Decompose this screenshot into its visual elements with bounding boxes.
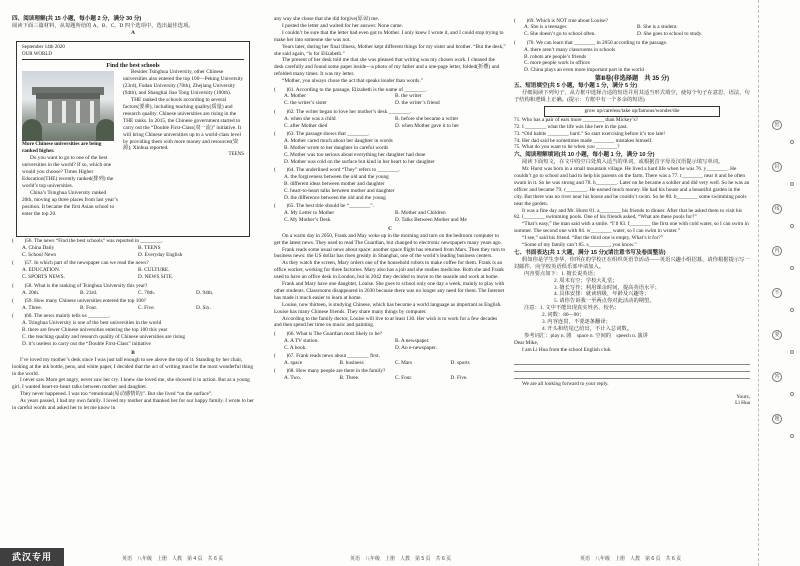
passage-b-para-3: They never happened. I was too “emotional(易动感情的)”. But she lived “on the surface”. bbox=[20, 391, 213, 398]
clipping-body bbox=[22, 69, 244, 217]
footer-page-5: 英语 八年级 上册 人教 第 5 页 共 6 页 bbox=[350, 556, 452, 562]
answer-option[interactable]: A. Two. bbox=[284, 375, 302, 382]
section-6-heading: 六、阅读理解填词(共 10 小题，每小题 1 分，满分 10 分) bbox=[514, 152, 655, 159]
point-5: 5. 请你告诉我一至两点你对此活动的期望。 bbox=[554, 298, 655, 305]
passage-c-para-2: Frank reads some usual news about space: another space flight has returned from Mars. Then they turn to business news: the US dollar has risen greatly in Shanghai, one of the world’s leading business centers. bbox=[274, 246, 506, 260]
clipping-header bbox=[22, 45, 244, 52]
question bbox=[274, 353, 506, 367]
answer-option[interactable]: A. A TV station. bbox=[284, 337, 319, 344]
answer-option[interactable]: A. Three. bbox=[22, 304, 43, 311]
region-label: 武汉专用 bbox=[0, 548, 64, 566]
question bbox=[274, 368, 506, 382]
passage-b-para-4: As years passed, I had my own family. I loved my mother and thanked her for our happy family. I wrote to her in careful words and asked her to let me know in bbox=[12, 398, 254, 412]
writing-area[interactable] bbox=[514, 358, 750, 379]
question-stem: ( )67. Frank reads news about ________ first. bbox=[274, 353, 380, 360]
letter-greeting: Dear Mike, bbox=[514, 339, 539, 346]
binding-margin bbox=[758, 0, 800, 566]
section-6-para-5: “Some of my family can’t 85. s________, you know.” bbox=[522, 242, 637, 249]
note-2: 2. 词数：80—90； bbox=[542, 312, 585, 319]
answer-option[interactable]: A. My Letter to Mother bbox=[284, 209, 335, 216]
passage-b-cont-4: Years later, during her final illness, Mother kept different things for my sister and brother. “But the desk,” she said again, “is for Elizabeth.” bbox=[274, 43, 506, 57]
answer-option[interactable]: D. it’s useless to carry out the “Double First-Class” initiative bbox=[22, 340, 151, 347]
binding-mark: 不 bbox=[772, 288, 782, 298]
passage-c-questions-cont bbox=[514, 18, 750, 75]
binding-dot bbox=[790, 308, 794, 312]
footer-page-4: 英语 八年级 上册 人教 第 4 页 共 6 页 bbox=[122, 556, 224, 562]
answer-option[interactable]: A. when she was a child bbox=[284, 115, 336, 122]
question-stem: ( )62. The writer began to love her mother’s desk ________. bbox=[274, 108, 412, 115]
answer-option[interactable]: D. Five. bbox=[450, 375, 468, 382]
clipping-section: OUR WORLD bbox=[22, 52, 244, 60]
binding-mark: 线 bbox=[772, 204, 782, 214]
point-1: 内容要点如下：1. 擅长说英语； bbox=[524, 270, 599, 277]
binding-mark: 题 bbox=[772, 414, 782, 424]
question-stem: ( )61. According to the passage, Elizabeth is the name of ________. bbox=[274, 86, 427, 93]
fill-71[interactable]: 71. Who has a pair of ears more ________ than Mickey’s? bbox=[514, 116, 638, 123]
note-4: 4. 开头和结尾已给出，不计入总词数。 bbox=[542, 325, 633, 332]
note-1: 注意：1. 文中不能出现真实姓名、校名； bbox=[524, 305, 620, 312]
answer-option[interactable]: B. Four. bbox=[80, 304, 98, 311]
answer-option[interactable]: B. there are fewer Chinese universities entering the top 100 this year bbox=[22, 327, 168, 334]
question-stem: ( )56. The news “Find the best schools” was reported in ________. bbox=[12, 238, 163, 245]
section-6-instructions: 阅读下面短文，在文中的空白处填入适当的单词，或根据首字母及汉语提示填写单词。 bbox=[522, 159, 724, 166]
question-stem: ( )57. In which part of the newspaper can we read the news? bbox=[12, 260, 149, 267]
question-stem: ( )69. Which is NOT true about Louise? bbox=[514, 17, 608, 24]
answer-option[interactable]: A. 20th. bbox=[22, 289, 40, 296]
photo-caption: More Chinese universities are being ranked higher. bbox=[22, 141, 102, 155]
question bbox=[274, 131, 506, 166]
question-stem: ( )70. We can learn that ________ in 2050 according to the passage. bbox=[514, 39, 668, 46]
answer-option[interactable]: D. China plays an even more important part in the world bbox=[524, 67, 644, 74]
section-6-para-2: It was a fine day and Mr. Hurst 81. a________ his friends to dinner. After that he asked them to visit his 82. l________ swimming pools. One of his friends asked, “What are these pools for?” bbox=[514, 207, 743, 221]
question bbox=[12, 283, 254, 297]
answer-option[interactable]: B. robots are people’s friends bbox=[524, 53, 587, 60]
answer-option[interactable]: B. the writer bbox=[395, 93, 422, 100]
answer-option[interactable]: D. She goes to school to study. bbox=[637, 31, 703, 38]
question bbox=[274, 167, 506, 202]
question bbox=[12, 238, 254, 259]
answer-option[interactable]: A. Mother bbox=[284, 93, 307, 100]
question-stem: ( )66. What is The Guardian most likely to be? bbox=[274, 330, 382, 337]
point-2: 2. 周末有空；学校大礼堂； bbox=[554, 277, 618, 284]
question bbox=[514, 18, 750, 39]
answer-option[interactable]: A. China Daily bbox=[22, 245, 55, 252]
question bbox=[12, 298, 254, 312]
section-4-instructions: 阅读下面三篇材料，从每题所给的 A、B、C、D 四个选项中，选出最佳选项。 bbox=[12, 22, 194, 29]
binding-dot bbox=[790, 350, 794, 354]
binding-dot bbox=[790, 224, 794, 228]
university-photo bbox=[22, 71, 114, 141]
answer-option[interactable]: C. Mother was too serious about everything her daughter had done bbox=[284, 151, 426, 158]
answer-option[interactable]: D. the difference between the old and the young bbox=[284, 194, 386, 201]
binding-dot bbox=[790, 266, 794, 270]
answer-option[interactable]: B. 23rd. bbox=[80, 289, 98, 296]
answer-option[interactable]: D. 94th. bbox=[196, 289, 214, 296]
question bbox=[514, 40, 750, 75]
answer-option[interactable]: A. space bbox=[284, 360, 303, 366]
answer-option[interactable]: B. TEENS bbox=[138, 245, 161, 252]
page-footer bbox=[0, 548, 800, 566]
answer-option[interactable]: D. NEWS SITE. bbox=[138, 274, 174, 281]
passage-c-para-3: As they watch the screen, Mary orders one of the household robots to make coffee for them. Frank is an office worker, working for three factories. Mary also has a job and she studies medicine. Both she and Frank used to have an office desk in London, but in 2042 they decided to move to the seaside and work at home. bbox=[274, 260, 504, 281]
column-page-6 bbox=[514, 16, 750, 407]
answer-option[interactable]: C. more people work in offices bbox=[524, 60, 590, 67]
answer-option[interactable]: B. business bbox=[339, 360, 364, 366]
passage-c-para-4: Frank and Mary have one daughter, Louise. She goes to school only one day a week, mainly to play with other students. Classrooms disappeared in 2030 because there was no longer any need for them. The Internet has made it much easier to learn at home. bbox=[274, 281, 505, 301]
question bbox=[274, 203, 506, 224]
phrase-box: grow up/careless/take up/famous/wonder/die bbox=[544, 106, 720, 117]
answer-option[interactable]: C. My Mother’s Desk bbox=[284, 216, 331, 223]
answer-option[interactable]: A. the forgiveness between the old and the young bbox=[284, 173, 389, 180]
answer-option[interactable]: C. She doesn’t go to school often. bbox=[524, 31, 596, 38]
answer-option[interactable]: B. Mother and Children bbox=[395, 209, 446, 216]
section-7-heading: 七、书面表达(共 1 大题，满分 15 分)(请注意书写及卷面整洁) bbox=[514, 250, 666, 256]
passage-b-cont-2: I posted the letter and waited for her answer. None came. bbox=[282, 22, 403, 29]
clipping-left-col bbox=[22, 69, 118, 217]
passage-a-questions bbox=[12, 238, 254, 348]
section-7-notes bbox=[514, 305, 750, 340]
clipping-right-para-2: THE ranked the schools according to several factors(要素), including teaching quality(质量) and research quality. Chinese universities are rising in the THE ranks. In 2015, the Chinese government started to carry out the “Double First-Class(双一流)” initiative. It will bring Chinese universities up to a world-class level by providing them with more money and resources(资源), Xinhua reported. bbox=[123, 97, 242, 152]
answer-option[interactable]: D. sports bbox=[450, 360, 470, 366]
vocab-reference: 参考词汇：play n. 剧 space n. 空间的 speech n. 演讲 bbox=[524, 332, 649, 339]
answer-option[interactable]: C. School News bbox=[22, 252, 57, 259]
passage-c-label: C bbox=[388, 225, 392, 232]
answer-option[interactable]: D. Talks Between Mother and Me bbox=[395, 216, 467, 223]
answer-option[interactable]: C. the teaching quality and research quality of Chinese universities are rising bbox=[22, 334, 185, 340]
clipping-title: Find the best schools bbox=[106, 62, 160, 69]
clipping-left-para-1: Do you want to go to one of the best universities in the world? If so, which one would you choose? Times Higher Education(THE) recently ranked(排列) the world’s top universities. bbox=[22, 155, 114, 189]
answer-option[interactable]: C. heart-to-heart talks between mother and daughter bbox=[284, 187, 395, 194]
question bbox=[274, 109, 506, 130]
section-7-instructions: 假如你是学生李华，你所在的学校正在组织英语节活动——英语兴趣小组招募，请你根据提示写一封邮件，向学校英语俱乐部申请加入。 bbox=[514, 256, 750, 270]
passage-a-label: A bbox=[131, 29, 135, 36]
answer-option[interactable]: A. Mother cared much about her daughter in words bbox=[284, 137, 393, 144]
question bbox=[12, 260, 254, 281]
clipping-right-col bbox=[123, 69, 244, 217]
section-6-para-4: “I see,” said his friend. “But the third one is empty. What’s it for?” bbox=[522, 235, 664, 242]
passage-b-cont-5: The present of her desk told me that she was pleased that writing was my chosen work. I cleaned the desk carefully and found some paper inside—a photo of my father and a one-page letter, folded(折叠) and refolded many times. It was my letter. bbox=[274, 57, 500, 78]
section-5-instructions: 仔细阅读下列句子，从方框中选择合适的短语并用其适当形式填空，使每个句子在意思、语法、句子结构和逻辑上正确。(提示：方框中有一个多余的短语) bbox=[514, 90, 750, 103]
binding-mark: 要 bbox=[772, 330, 782, 340]
passage-c-para-5: Louise, now thirteen, is studying Chinese, which has become a world language as important as English. Louise has many Chinese friends. They share many things by computer. bbox=[274, 301, 502, 315]
passage-c-para-6: According to the family doctor, Louise will live to at least 130. Her wish is to work for a few decades and then spend her time on music and painting. bbox=[274, 315, 498, 329]
question bbox=[274, 87, 506, 108]
question-stem: ( )63. The passage shows that ________. bbox=[274, 131, 370, 137]
answer-option[interactable]: C. SPORTS NEWS. bbox=[22, 274, 65, 281]
answer-option[interactable]: D. Mother was cold on the surface but kind in her heart to her daughter bbox=[284, 158, 435, 165]
clipping-date: September 14th 2020 bbox=[22, 44, 65, 50]
answer-option[interactable]: D. Everyday English bbox=[138, 252, 183, 259]
answer-option[interactable]: D. Six. bbox=[196, 304, 211, 311]
binding-mark: 答 bbox=[772, 372, 782, 382]
answer-option[interactable]: A. Tsinghua University is one of the best universities in the world bbox=[22, 320, 162, 327]
passage-b-cont-3: I couldn’t be sure that the letter had even got to Mother. I only knew I wrote it, and I could stop trying to make her into someone she was not. bbox=[274, 29, 504, 43]
question-stem: ( )65. The best title should be “________”. bbox=[274, 203, 374, 210]
question-stem: ( )59. How many Chinese universities entered the top 100? bbox=[12, 297, 147, 304]
question bbox=[12, 313, 254, 348]
passage-b-para-2: I never saw Mom get angry, never saw her cry. I knew she loved me, she showed it in action. But as a young girl, I wanted heart-to-heart talks between mother and daughter. bbox=[12, 377, 250, 391]
footer-page-6: 英语 八年级 上册 人教 第 6 页 共 6 页 bbox=[580, 556, 682, 562]
answer-option[interactable]: C. 70th. bbox=[138, 289, 155, 296]
answer-option[interactable]: D. the writer’s friend bbox=[395, 100, 440, 107]
column-page-5 bbox=[274, 16, 506, 382]
answer-option[interactable]: B. She is a student. bbox=[637, 24, 678, 31]
answer-option[interactable]: C. Four. bbox=[395, 375, 413, 382]
section-5-heading: 五、短语填空(共 5 小题，每小题 1 分，满分 5 分) bbox=[514, 83, 638, 90]
letter-yours: Yours, bbox=[736, 393, 750, 400]
question-stem: ( )58. What is the ranking of Tsinghua University this year? bbox=[12, 282, 148, 289]
passage-b-questions bbox=[274, 87, 506, 224]
answer-option[interactable]: B. CULTURE. bbox=[138, 267, 170, 274]
binding-dot bbox=[790, 182, 794, 186]
passage-b-label: B bbox=[131, 349, 135, 356]
note-3: 3. 内容连贯，不要逐条翻译； bbox=[542, 319, 611, 326]
passage-c-questions bbox=[274, 331, 506, 382]
question-stem: ( )64. The underlined word “They” refers to ________. bbox=[274, 167, 400, 174]
answer-option[interactable]: A. EDUCATION. bbox=[22, 267, 61, 274]
answer-option[interactable]: C. after Mother died bbox=[284, 122, 328, 129]
passage-b-cont-1: any way she chose that she did forgive(原谅) me. bbox=[274, 16, 380, 22]
answer-option[interactable]: D. when Mother gave it to her bbox=[395, 122, 459, 129]
fill-75[interactable]: 75. What do you want to be when you ________? bbox=[514, 144, 620, 151]
fill-74[interactable]: 74. Her dad said he sometimes made ________ mistakes himself. bbox=[514, 137, 653, 144]
letter-closing: We are all looking forward to your reply. bbox=[522, 380, 609, 387]
newspaper-clipping bbox=[16, 41, 250, 237]
question-stem: ( )68. How many people are there in the family? bbox=[274, 368, 386, 375]
answer-option[interactable]: B. A newspaper. bbox=[395, 337, 430, 344]
column-page-4 bbox=[12, 16, 254, 412]
binding-dot bbox=[790, 140, 794, 144]
binding-mark: 封 bbox=[772, 162, 782, 172]
passage-b-cont-6: “Mother, you always chose the act that speaks louder than words.” bbox=[282, 78, 423, 85]
answer-option[interactable]: A. She is a teenager. bbox=[524, 24, 568, 31]
fill-72[interactable]: 72. I ________ what the life was like here in the past. bbox=[514, 123, 628, 130]
letter-signature: Li Hua bbox=[735, 400, 750, 407]
answer-option[interactable]: B. before she became a writer bbox=[395, 115, 459, 122]
answer-option[interactable]: B. different ideas between mother and daughter bbox=[284, 180, 385, 187]
passage-b-para-1: I’ve loved my mother’s desk since I was just tall enough to see above the top of it. Standing by her chair, looking at the ink bottle, pens, and white paper, I decided that the act of writing must be the most wonderful thing in the world. bbox=[12, 356, 254, 377]
passage-c-para-1: On a warm day in 2050, Frank and May woke up in the morning and turn on the bedroom computer to get the latest news. They used to read The Guardian, but changed to electronic newspapers many years ago. bbox=[274, 232, 502, 246]
section-6-para-1: Mr. Hurst was born in a small mountain village. He lived a hard life when he was 76. y________. He couldn’t go to school and had to help his parents on the farm. There was a 77. r________ near it and he often swam in it. So he was strong and 78. h________. Later on he became a soldier and did very well. So he was an officer and became 79. r________. He earned much money. He had his house and a beautiful garden in the city. But there was no river near his house and he couldn’t swim. So he 80. b________ some swimming pools near the garden. bbox=[514, 166, 750, 207]
section-7-points bbox=[514, 271, 750, 306]
point-3: 3. 擅长写作；利用课余时间，提高英语水平； bbox=[554, 284, 660, 291]
question bbox=[274, 331, 506, 352]
binding-dot bbox=[790, 434, 794, 438]
answer-option[interactable]: C. A book. bbox=[284, 344, 307, 351]
answer-option[interactable]: C. Mars bbox=[395, 360, 413, 366]
clipping-right-para-1: Besides Tsinghua University, other Chinese universities also entered the top 100—Peking University (23rd), Fudan University (70th), Zhejiang University (94th), and Shanghai Jiao Tong University (100th). bbox=[123, 69, 244, 97]
answer-option[interactable]: B. Three. bbox=[339, 375, 360, 382]
binding-dot bbox=[790, 392, 794, 396]
answer-option[interactable]: C. Five. bbox=[138, 304, 155, 311]
answer-option[interactable]: C. the writer’s sister bbox=[284, 100, 327, 107]
section-6-para-3: “That’s easy,” the man said with a smile. “I’ll 83. f________ the first one with cold water, so I can swim in summer. The second one with 84. w________ water, so I can swim in winter.” bbox=[514, 221, 749, 235]
section-4-heading: 四、阅读理解(共 15 小题，每小题 2 分，满分 30 分) bbox=[12, 16, 142, 22]
clipping-left-para-2: China’s Tsinghua University ranked 20th, moving up three places from last year’s position. It became the first Asian school to enter the top 20. bbox=[22, 189, 118, 217]
fill-73[interactable]: 73. “Old habits ________ hard.” So start exercising before it’s too late! bbox=[514, 130, 666, 137]
letter-first-line: I am Li Hua from the school English club. bbox=[522, 346, 612, 353]
answer-option[interactable]: A. there aren’t many classrooms in schools bbox=[524, 46, 616, 53]
clipping-source: TEENS bbox=[228, 152, 244, 158]
binding-mark: 内 bbox=[772, 246, 782, 256]
part-2-heading: 第Ⅱ卷(非选择题 共 35 分) bbox=[594, 75, 670, 83]
question-stem: ( )60. The news mainly tells us ________. bbox=[12, 313, 111, 320]
binding-mark: 密 bbox=[772, 120, 782, 130]
answer-option[interactable]: D. An e-newspaper. bbox=[395, 344, 437, 351]
answer-option[interactable]: B. Mother wrote to her daughter in careful words bbox=[284, 144, 389, 151]
point-4: 4. 具体安排：就读班级，年龄及兴趣等； bbox=[554, 291, 650, 298]
